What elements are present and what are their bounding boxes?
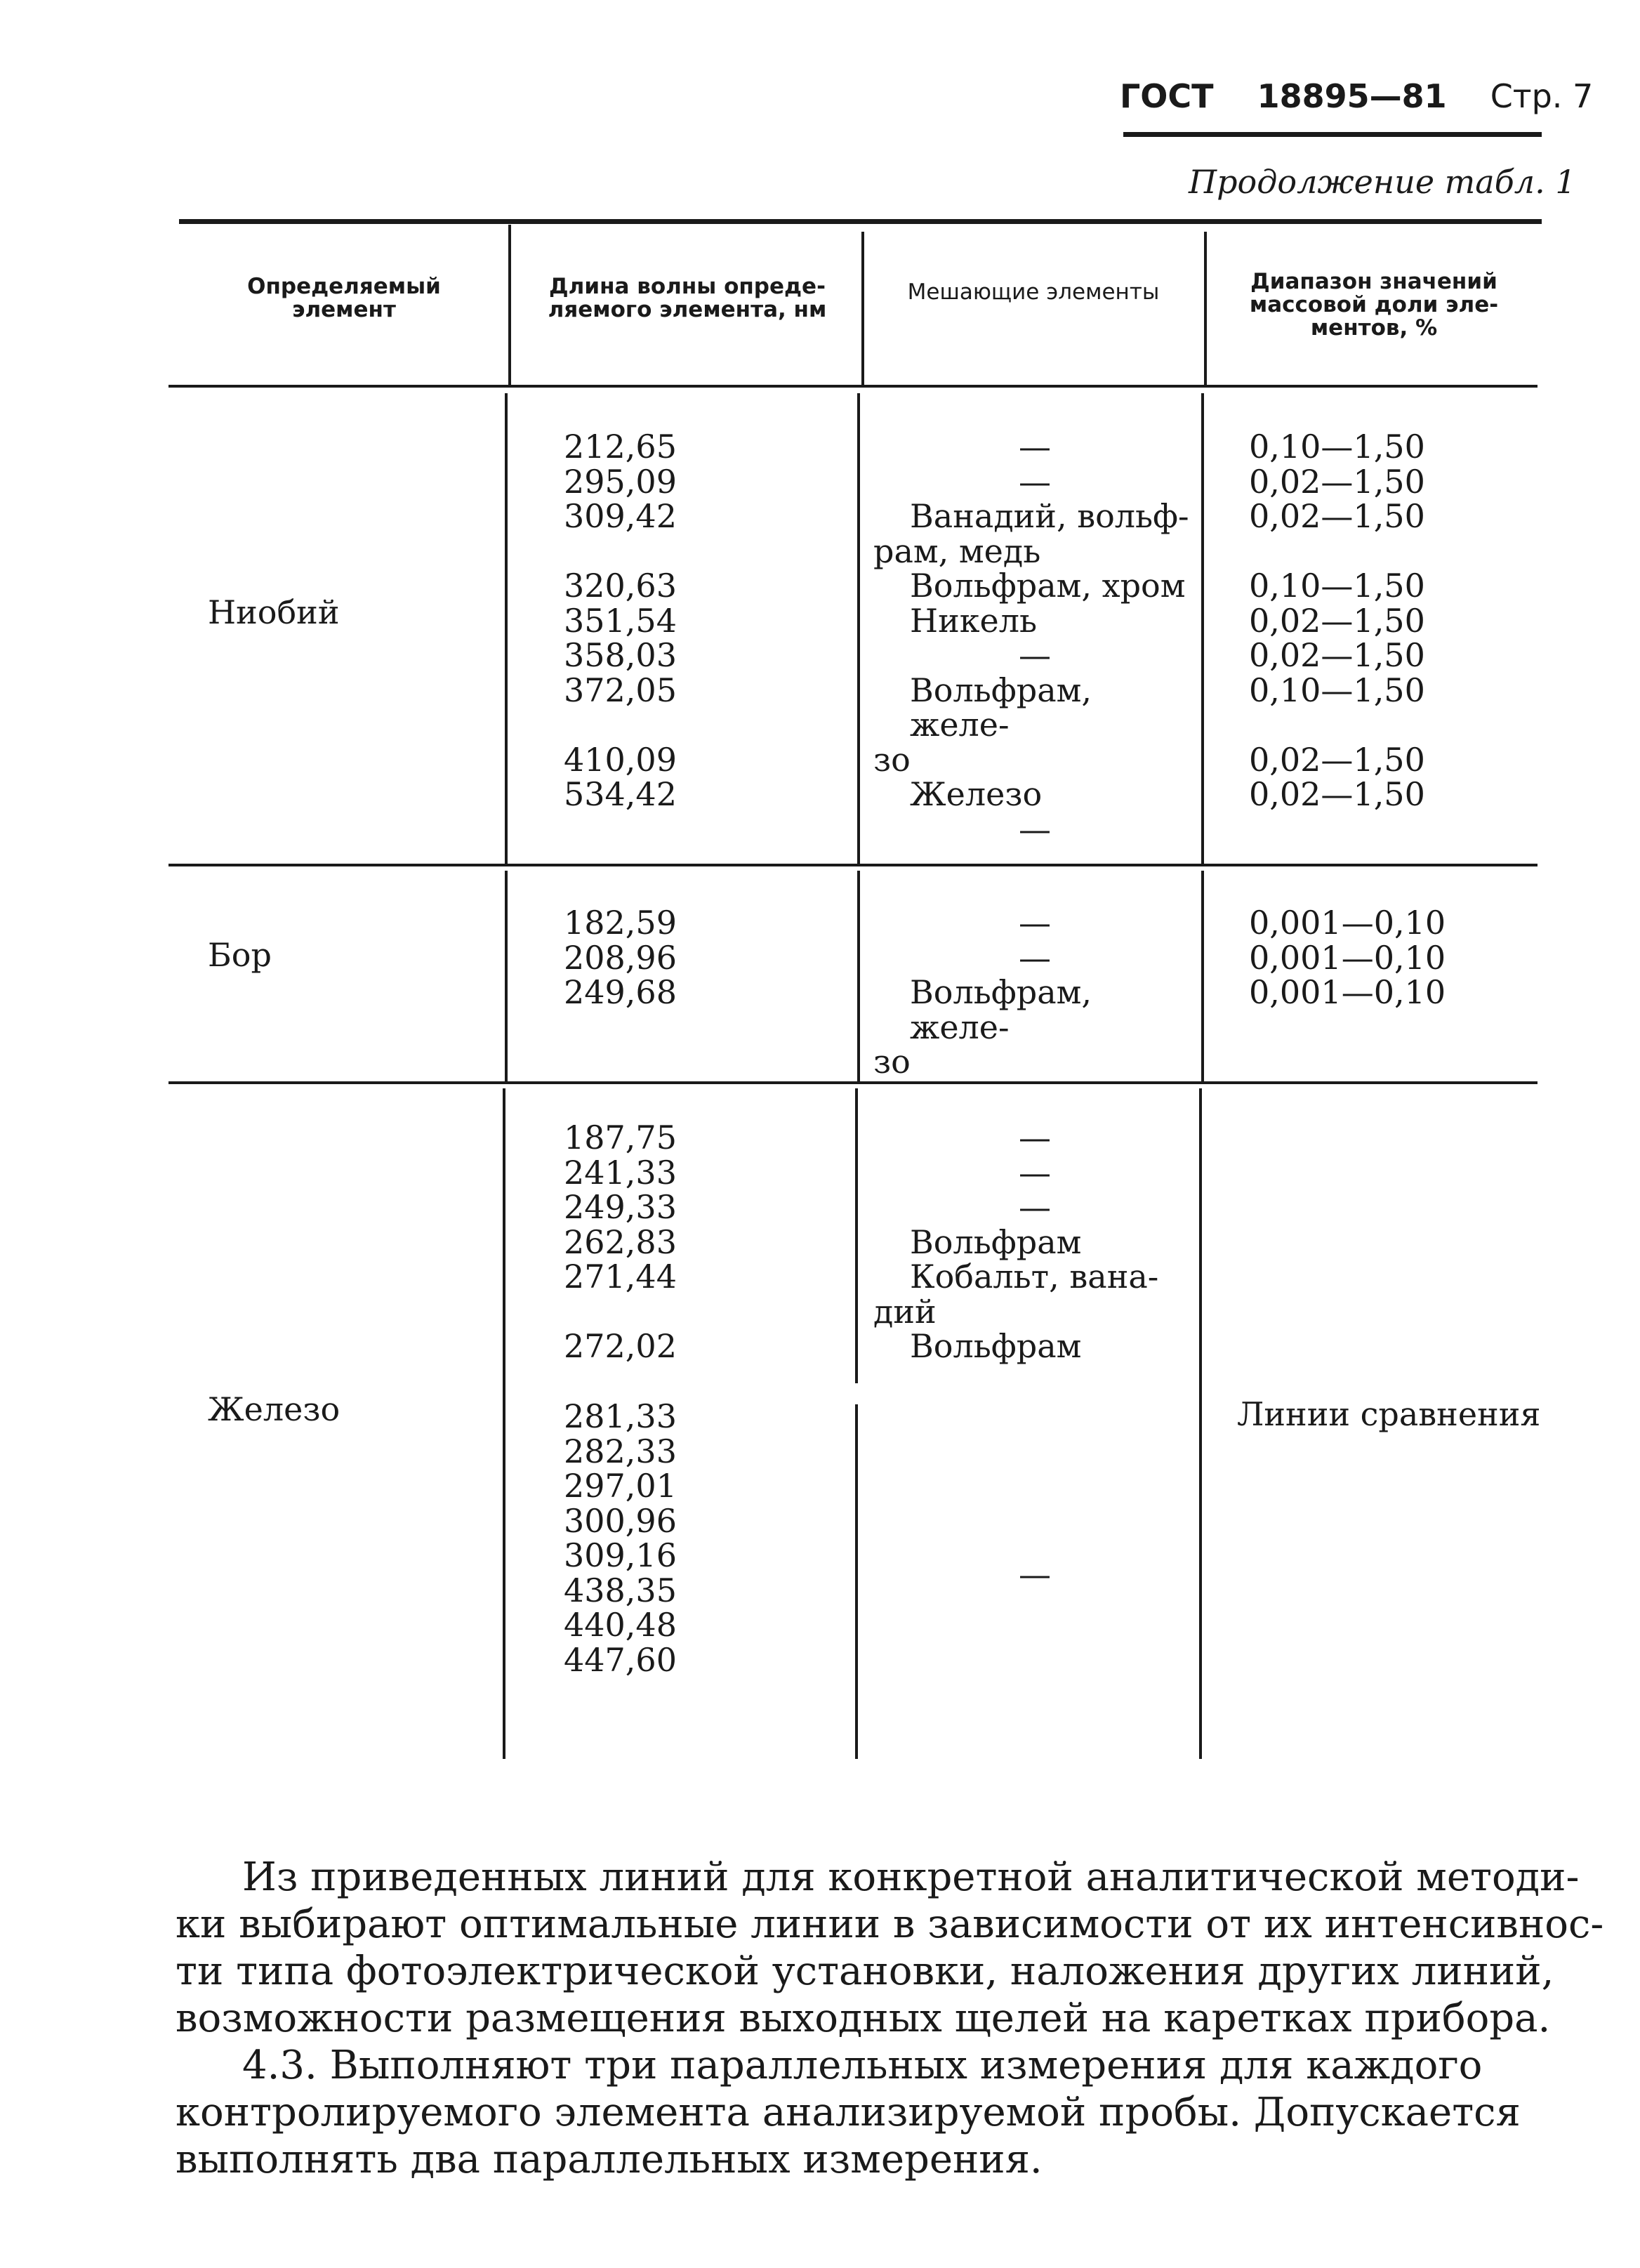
list-item: 297,01 bbox=[564, 1467, 677, 1505]
list-item: зо bbox=[873, 1043, 911, 1081]
column-header-element: Определяемый элемент bbox=[247, 274, 441, 322]
list-item: дий bbox=[873, 1292, 937, 1331]
list-item: — bbox=[1019, 1119, 1051, 1156]
boron-divider-3 bbox=[1201, 871, 1204, 1081]
iron-range: Линии сравнения bbox=[1237, 1395, 1541, 1433]
boron-bottom-rule bbox=[168, 1081, 1538, 1084]
iron-wavelengths-upper bbox=[564, 1121, 677, 1364]
list-item: 410,09 bbox=[564, 740, 677, 779]
iron-interfering-lower: — bbox=[1019, 1555, 1051, 1593]
list-item: 309,42 bbox=[564, 497, 677, 535]
list-item: 0,001—0,10 bbox=[1249, 904, 1446, 942]
niobium-wavelengths bbox=[564, 430, 677, 812]
paragraph-line-4: возможности размещения выходных щелей на каретках прибора. bbox=[176, 1996, 1551, 2041]
list-item: 182,59 bbox=[564, 904, 677, 942]
list-item: 438,35 bbox=[564, 1571, 677, 1609]
page-number: Стр. 7 bbox=[1490, 77, 1594, 115]
boron-ranges bbox=[1249, 906, 1446, 1010]
list-item: 249,33 bbox=[564, 1188, 677, 1226]
list-item: Железо bbox=[910, 775, 1043, 813]
standard-number: 18895—81 bbox=[1257, 77, 1447, 115]
list-item: 0,02—1,50 bbox=[1249, 497, 1425, 535]
niobium-element: Ниобий bbox=[208, 593, 340, 631]
list-item: — bbox=[1019, 904, 1051, 942]
list-item: 320,63 bbox=[564, 567, 677, 605]
header-bottom-rule bbox=[168, 385, 1538, 388]
paragraph-line-1: Из приведенных линий для конкретной аналитической методи- bbox=[242, 1854, 1580, 1900]
list-item: — bbox=[1019, 938, 1051, 977]
column-header-range: Диапазон значений массовой доли эле- ментов, % bbox=[1249, 269, 1499, 341]
niobium-divider-3 bbox=[1201, 393, 1204, 864]
list-item: 212,65 bbox=[564, 428, 677, 466]
iron-wavelengths-lower bbox=[564, 1399, 677, 1677]
list-item: 440,48 bbox=[564, 1606, 677, 1644]
boron-wavelengths bbox=[564, 906, 677, 1010]
list-item: 0,02—1,50 bbox=[1249, 601, 1425, 640]
paragraph-line-2: ки выбирают оптимальные линии в зависимости от их интенсивнос- bbox=[176, 1901, 1604, 1947]
list-item: 0,10—1,50 bbox=[1249, 428, 1425, 466]
list-item: зо bbox=[873, 740, 911, 779]
list-item: Никель bbox=[910, 601, 1038, 640]
list-item: 351,54 bbox=[564, 601, 677, 640]
standard-label: ГОСТ bbox=[1120, 77, 1214, 115]
list-item: 0,02—1,50 bbox=[1249, 775, 1425, 813]
list-item: — bbox=[1019, 1153, 1051, 1192]
table-caption: Продолжение табл. 1 bbox=[1189, 163, 1576, 201]
header-rule bbox=[1123, 132, 1542, 137]
paragraph-line-5: 4.3. Выполняют три параллельных измерения для каждого bbox=[242, 2043, 1483, 2088]
boron-element: Бор bbox=[208, 936, 272, 974]
iron-divider-2-upper bbox=[855, 1088, 858, 1383]
list-item: 0,10—1,50 bbox=[1249, 567, 1425, 605]
column-header-wavelength: Длина волны опреде- ляемого элемента, нм bbox=[548, 274, 827, 322]
boron-divider-1 bbox=[505, 871, 508, 1081]
paragraph-line-7: выполнять два параллельных измерения. bbox=[176, 2137, 1043, 2182]
niobium-divider-1 bbox=[505, 393, 508, 864]
header-divider-3 bbox=[1204, 232, 1207, 385]
list-item: — bbox=[1019, 636, 1051, 674]
list-item: Вольфрам, желе- bbox=[910, 671, 1092, 744]
list-item: 249,68 bbox=[564, 973, 677, 1011]
list-item: 0,10—1,50 bbox=[1249, 671, 1425, 709]
list-item: — bbox=[1019, 810, 1051, 848]
list-item: 295,09 bbox=[564, 462, 677, 501]
iron-divider-1 bbox=[503, 1088, 505, 1759]
header-divider-2 bbox=[861, 232, 864, 385]
niobium-divider-2 bbox=[857, 393, 860, 864]
list-item: 300,96 bbox=[564, 1501, 677, 1540]
list-item: Вольфрам, желе- bbox=[910, 973, 1092, 1046]
list-item: — bbox=[1019, 428, 1051, 466]
iron-divider-3 bbox=[1199, 1088, 1202, 1759]
list-item: 208,96 bbox=[564, 938, 677, 977]
list-item: — bbox=[1019, 462, 1051, 501]
column-header-interfering: Мешающие элементы bbox=[907, 279, 1160, 305]
list-item: 241,33 bbox=[564, 1153, 677, 1192]
list-item: — bbox=[1019, 1188, 1051, 1226]
list-item: Кобальт, вана- bbox=[910, 1258, 1159, 1295]
list-item: 0,02—1,50 bbox=[1249, 462, 1425, 501]
list-item: 262,83 bbox=[564, 1222, 677, 1261]
list-item: 0,02—1,50 bbox=[1249, 740, 1425, 779]
paragraph-line-3: ти типа фотоэлектрической установки, наложения других линий, bbox=[176, 1949, 1554, 1994]
list-item: 187,75 bbox=[564, 1119, 677, 1156]
boron-interfering bbox=[873, 906, 1189, 1080]
niobium-ranges bbox=[1249, 430, 1425, 812]
iron-divider-2-lower bbox=[855, 1404, 858, 1759]
list-item: 0,001—0,10 bbox=[1249, 938, 1446, 977]
list-item: 358,03 bbox=[564, 636, 677, 674]
list-item: 0,001—0,10 bbox=[1249, 973, 1446, 1011]
list-item: рам, медь bbox=[873, 532, 1041, 570]
list-item: 534,42 bbox=[564, 775, 677, 813]
boron-divider-2 bbox=[857, 871, 860, 1081]
document-header bbox=[1120, 77, 1593, 115]
list-item: 372,05 bbox=[564, 671, 677, 709]
list-item: Вольфрам, хром bbox=[910, 567, 1186, 605]
list-item: Вольфрам bbox=[910, 1222, 1082, 1261]
niobium-bottom-rule bbox=[168, 864, 1538, 866]
list-item: 271,44 bbox=[564, 1258, 677, 1295]
list-item: 272,02 bbox=[564, 1327, 677, 1365]
paragraph-line-6: контролируемого элемента анализируемой пробы. Допускается bbox=[176, 2090, 1521, 2135]
iron-interfering-upper bbox=[873, 1121, 1189, 1364]
list-item: 447,60 bbox=[564, 1640, 677, 1679]
table-top-rule bbox=[179, 219, 1542, 224]
list-item: 0,02—1,50 bbox=[1249, 636, 1425, 674]
list-item: Вольфрам bbox=[910, 1327, 1082, 1365]
list-item: 282,33 bbox=[564, 1432, 677, 1470]
niobium-interfering bbox=[873, 430, 1189, 847]
list-item: 281,33 bbox=[564, 1397, 677, 1435]
iron-element: Железо bbox=[208, 1390, 340, 1428]
header-divider-1 bbox=[508, 225, 511, 385]
list-item: 309,16 bbox=[564, 1536, 677, 1574]
list-item: Ванадий, вольф- bbox=[910, 497, 1189, 535]
